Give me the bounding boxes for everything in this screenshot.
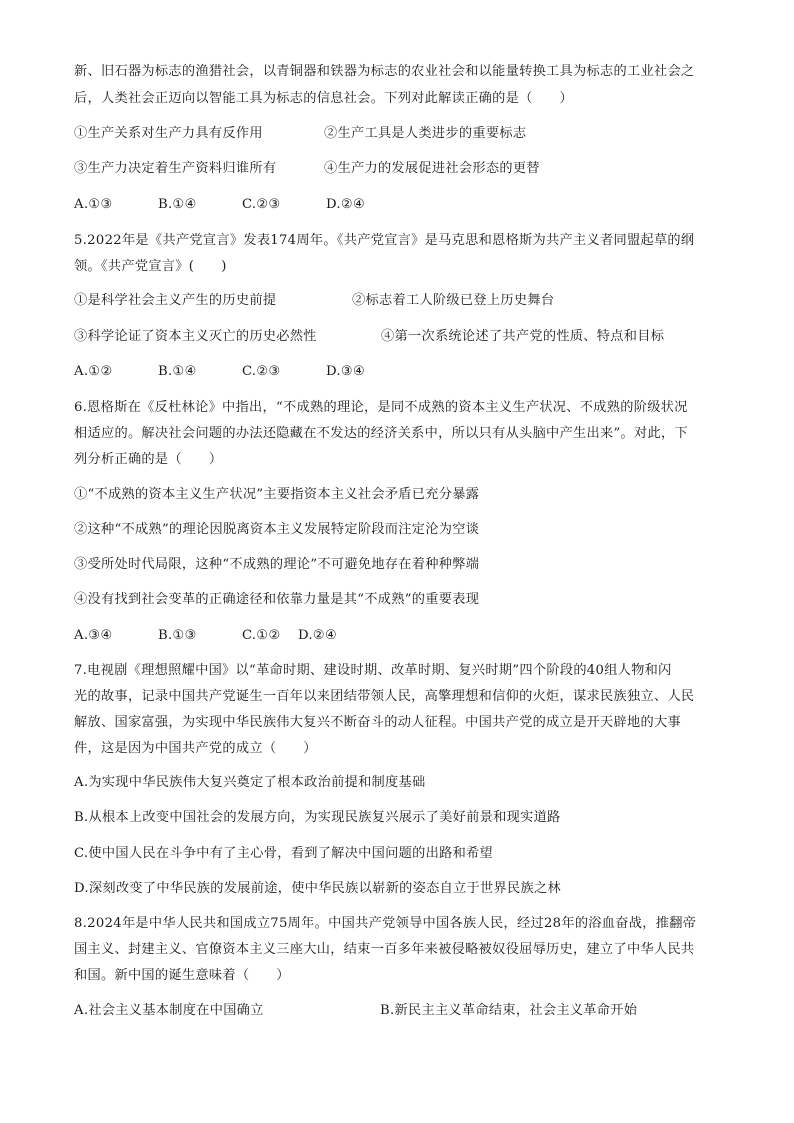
- q7-stem-line-4: 件，这是因为中国共产党的成立（ ）: [74, 741, 317, 756]
- q4-option-1: ①生产关系对生产力具有反作用: [74, 126, 263, 141]
- q5-stem-line-2: 领。《共产党宣言》( ): [74, 259, 227, 274]
- q5-choice-a[interactable]: A.①②: [74, 364, 113, 379]
- q6-option-4: ④没有找到社会变革的正确途径和依靠力量是其“不成熟”的重要表现: [74, 592, 480, 607]
- q4-option-4: ④生产力的发展促进社会形态的更替: [324, 161, 540, 176]
- q4-option-2: ②生产工具是人类进步的重要标志: [324, 126, 527, 141]
- q6-option-1: ①“不成熟的资本主义生产状况”主要指资本主义社会矛盾已充分暴露: [74, 487, 480, 502]
- q7-option-d[interactable]: D.深刻改变了中华民族的发展前途，使中华民族以崭新的姿态自立于世界民族之林: [74, 881, 561, 896]
- q4-stem-line-1: 新、旧石器为标志的渔猎社会，以青铜器和铁器为标志的农业社会和以能量转换工具为标志的工业社会之: [74, 64, 695, 79]
- q5-option-4: ④第一次系统论述了共产党的性质、特点和目标: [381, 329, 665, 344]
- q6-option-3: ③受所处时代局限，这种“不成熟的理论”不可避免地存在着种种弊端: [74, 557, 480, 572]
- q5-option-3: ③科学论证了资本主义灭亡的历史必然性: [74, 329, 317, 344]
- q6-choice-b[interactable]: B.①③: [158, 628, 197, 643]
- q4-answer-choices: [74, 195, 365, 215]
- q4-option-3: ③生产力决定着生产资料归谁所有: [74, 161, 277, 176]
- q7-stem-line-2: 光的故事，记录中国共产党诞生一百年以来团结带领人民，高擎理想和信仰的火炬，谋求民族独立、人民: [74, 689, 695, 704]
- q6-choice-a[interactable]: A.③④: [74, 628, 113, 643]
- q5-answer-choices: [74, 362, 365, 382]
- q8-stem-line-2: 国主义、封建主义、官僚资本主义三座大山，结束一百多年来被侵略被奴役屈辱历史，建立了中华人民共: [74, 942, 695, 957]
- q6-option-2: ②这种“不成熟”的理论因脱离资本主义发展特定阶段而注定沦为空谈: [74, 522, 480, 537]
- q5-option-2: ②标志着工人阶级已登上历史舞台: [352, 293, 555, 308]
- q6-choice-c[interactable]: C.①②: [242, 628, 281, 643]
- q4-choice-c[interactable]: C.②③: [242, 197, 281, 212]
- q4-choice-d[interactable]: D.②④: [326, 197, 366, 212]
- q4-choice-b[interactable]: B.①④: [158, 197, 197, 212]
- q7-stem-line-1: 7.电视剧《理想照耀中国》以“革命时期、建设时期、改革时期、复兴时期”四个阶段的40组人物和闪: [74, 663, 672, 678]
- q7-option-b[interactable]: B.从根本上改变中国社会的发展方向，为实现民族复兴展示了美好前景和现实道路: [74, 810, 561, 825]
- q6-choice-d[interactable]: D.②④: [298, 628, 338, 643]
- q5-option-1: ①是科学社会主义产生的历史前提: [74, 293, 277, 308]
- q7-option-a[interactable]: A.为实现中华民族伟大复兴奠定了根本政治前提和制度基础: [74, 775, 426, 790]
- q6-answer-choices: [74, 626, 337, 646]
- q4-stem-line-2: 后，人类社会正迈向以智能工具为标志的信息社会。下列对此解读正确的是（ ）: [74, 91, 574, 106]
- q6-stem-line-2: 相适应的。解决社会问题的办法还隐藏在不发达的经济关系中，所以只有从头脑中产生出来”。对此，下: [74, 426, 688, 441]
- q8-option-a[interactable]: A.社会主义基本制度在中国确立: [74, 1003, 264, 1018]
- q8-stem-line-1: 8.2024年是中华人民共和国成立75周年。中国共产党领导中国各族人民，经过28年的浴血奋战，推翻帝: [74, 916, 697, 931]
- q4-choice-a[interactable]: A.①③: [74, 197, 113, 212]
- q5-stem-line-1: 5.2022年是《共产党宣言》发表174周年。《共产党宣言》是马克思和恩格斯为共产主义者同盟起草的纲: [74, 233, 695, 248]
- q7-stem-line-3: 解放、国家富强，为实现中华民族伟大复兴不断奋斗的动人征程。中国共产党的成立是开天辟地的大事: [74, 715, 681, 730]
- q8-stem-line-3: 和国。新中国的诞生意味着（ ）: [74, 968, 290, 983]
- q7-option-c[interactable]: C.使中国人民在斗争中有了主心骨，看到了解决中国问题的出路和希望: [74, 846, 494, 861]
- q6-stem-line-3: 列分析正确的是（ ）: [74, 452, 223, 467]
- q5-choice-d[interactable]: D.③④: [326, 364, 366, 379]
- q5-choice-b[interactable]: B.①④: [158, 364, 197, 379]
- q5-choice-c[interactable]: C.②③: [242, 364, 281, 379]
- q6-stem-line-1: 6.恩格斯在《反杜林论》中指出，“不成熟的理论，是同不成熟的资本主义生产状况、不成熟的阶级状况: [74, 400, 688, 415]
- q8-option-b[interactable]: B.新民主主义革命结束，社会主义革命开始: [380, 1003, 638, 1018]
